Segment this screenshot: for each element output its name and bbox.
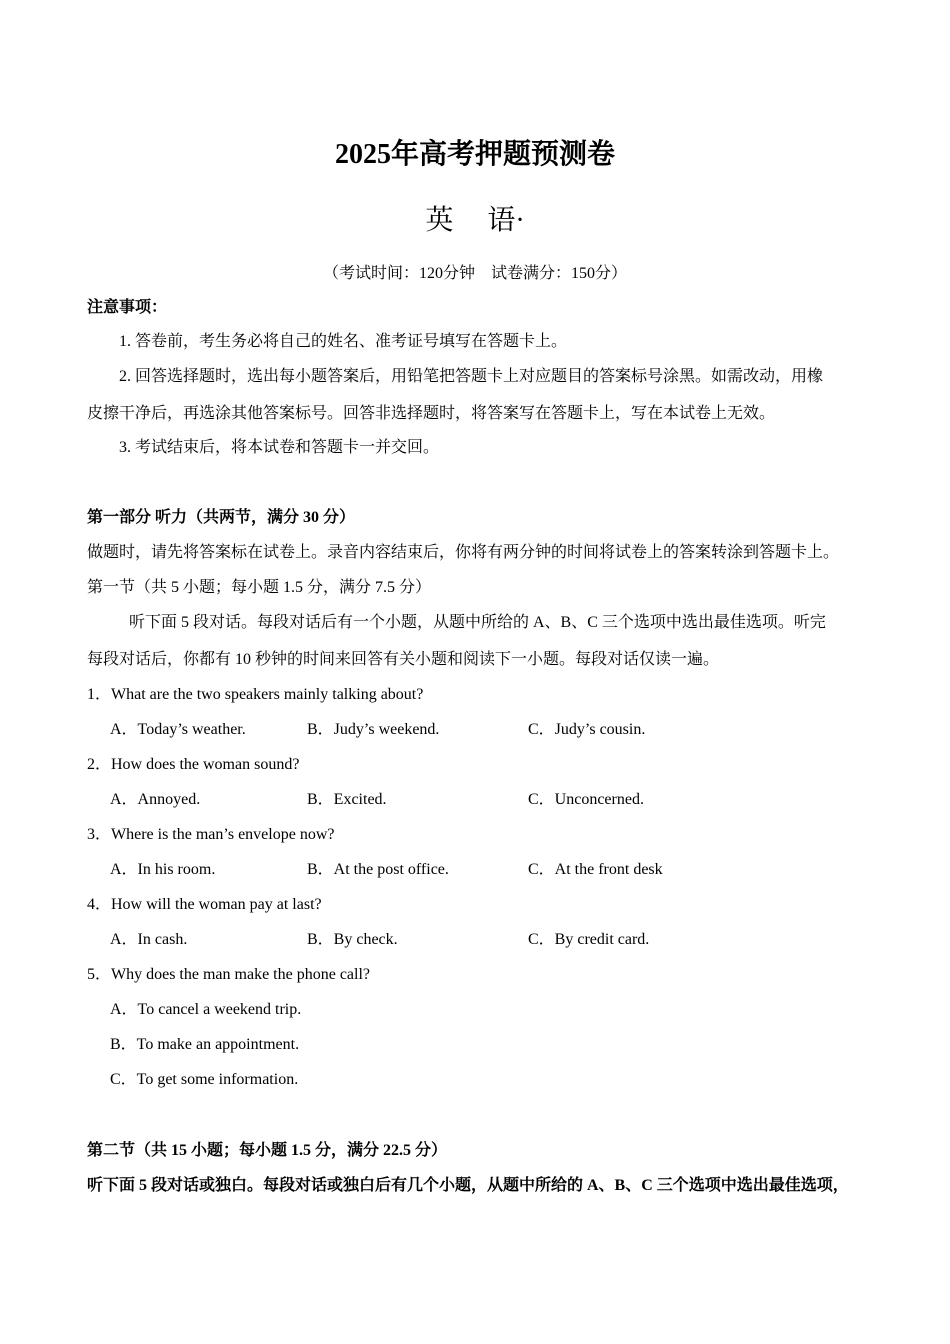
subject-title (0, 198, 950, 238)
question-4-option-b: B．By check. (307, 931, 398, 948)
question-1-option-b: B．Judy’s weekend. (307, 721, 440, 738)
notice-item-2-line-1: 2. 回答选择题时，选出每小题答案后，用铅笔把答题卡上对应题目的答案标号涂黑。如需改动，用橡 (119, 368, 824, 385)
question-1-stem: 1．What are the two speakers mainly talking about? (87, 686, 424, 703)
exam-title: 2025年高考押题预测卷 (334, 139, 615, 170)
question-5-stem: 5．Why does the man make the phone call? (87, 966, 371, 983)
question-5-option-b: B．To make an appointment. (110, 1036, 300, 1053)
question-1-option-a: A．Today’s weather. (110, 721, 246, 738)
question-3-option-c: C．At the front desk (528, 861, 663, 878)
question-3-stem: 3．Where is the man’s envelope now? (87, 826, 335, 843)
question-2-option-c: C．Unconcerned. (528, 791, 644, 808)
section1-instruction-line-2: 每段对话后，你都有 10 秒钟的时间来回答有关小题和阅读下一小题。每段对话仅读一遍。 (87, 651, 720, 668)
notice-item-3: 3. 考试结束后，将本试卷和答题卡一并交回。 (119, 439, 440, 456)
notice-item-2-line-2: 皮擦干净后，再选涂其他答案标号。回答非选择题时，将答案写在答题卡上，写在本试卷上无效。 (87, 405, 776, 422)
question-5-option-a: A．To cancel a weekend trip. (110, 1001, 302, 1018)
question-4-stem: 4．How will the woman pay at last? (87, 896, 322, 913)
question-3-option-a: A．In his room. (110, 861, 216, 878)
section2-instruction: 听下面 5 段对话或独白。每段对话或独白后有几个小题，从题中所给的 A、B、C 三个选项中选出最佳选项， (87, 1177, 849, 1194)
part1-instruction: 做题时，请先将答案标在试卷上。录音内容结束后，你将有两分钟的时间将试卷上的答案转涂到答题卡上。 (87, 544, 840, 561)
subject-char-2: 语· (487, 205, 525, 236)
notice-heading: 注意事项： (87, 299, 168, 316)
question-1-option-c: C．Judy’s cousin. (528, 721, 646, 738)
question-5-option-c: C．To get some information. (110, 1071, 299, 1088)
section1-instruction-line-1: 听下面 5 段对话。每段对话后有一个小题，从题中所给的 A、B、C 三个选项中选出最佳选项。听完 (129, 614, 826, 631)
section1-heading: 第一节（共 5 小题；每小题 1.5 分，满分 7.5 分） (87, 579, 432, 596)
subject-char-1: 英 (425, 205, 454, 236)
exam-time-info: （考试时间：120分钟 试卷满分：150分） (322, 265, 627, 282)
question-4-option-a: A．In cash. (110, 931, 188, 948)
section2-heading: 第二节（共 15 小题；每小题 1.5 分，满分 22.5 分） (87, 1142, 448, 1159)
notice-item-1: 1. 答卷前，考生务必将自己的姓名、准考证号填写在答题卡上。 (119, 333, 568, 350)
question-4-option-c: C．By credit card. (528, 931, 650, 948)
question-2-stem: 2．How does the woman sound? (87, 756, 300, 773)
question-3-option-b: B．At the post office. (307, 861, 449, 878)
question-2-option-b: B．Excited. (307, 791, 387, 808)
part1-heading: 第一部分 听力（共两节，满分 30 分） (87, 509, 356, 526)
question-2-option-a: A．Annoyed. (110, 791, 201, 808)
